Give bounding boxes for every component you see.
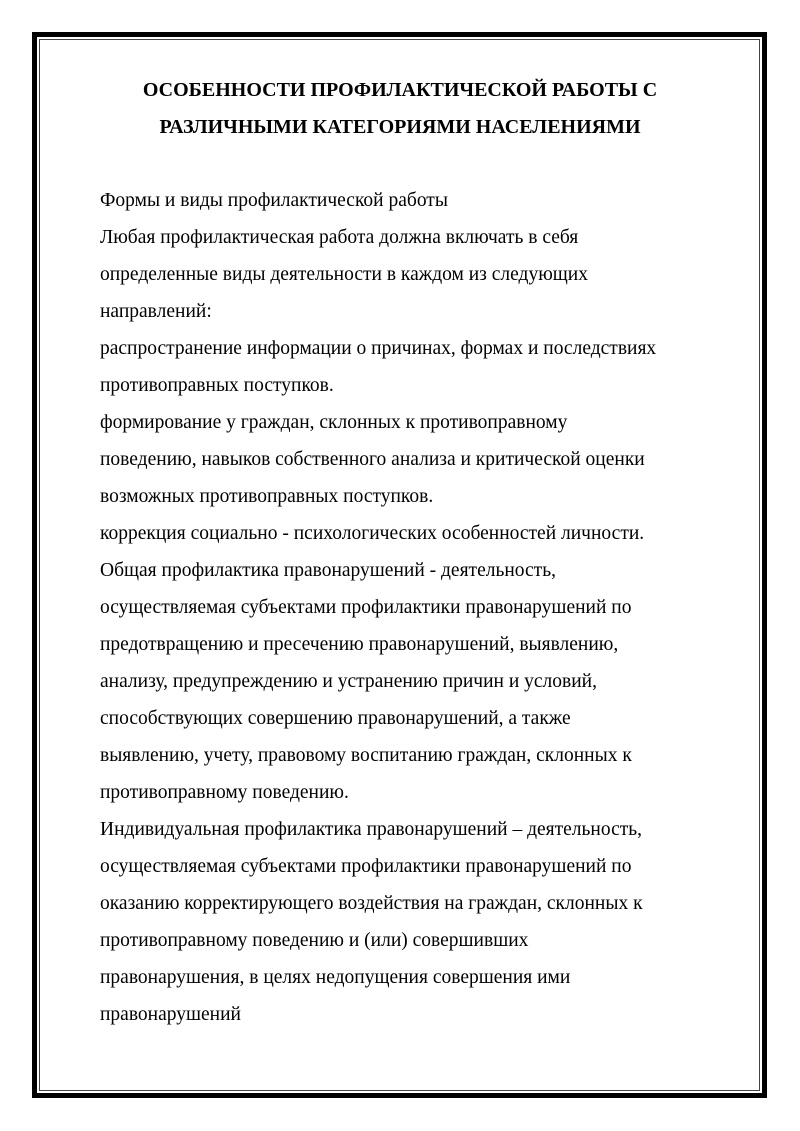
body-line: поведению, навыков собственного анализа и критической оценки bbox=[100, 449, 645, 470]
body-line: осуществляемая субъектами профилактики правонарушений по bbox=[100, 597, 632, 618]
body-line: оказанию корректирующего воздействия на граждан, склонных к bbox=[100, 893, 643, 914]
body-line: противоправных поступков. bbox=[100, 375, 334, 396]
document-title bbox=[60, 72, 740, 146]
body-line: формирование у граждан, склонных к противоправному bbox=[100, 412, 568, 433]
section-heading: Формы и виды профилактической работы bbox=[100, 190, 448, 211]
body-line: осуществляемая субъектами профилактики правонарушений по bbox=[100, 856, 632, 877]
body-line: возможных противоправных поступков. bbox=[100, 486, 434, 507]
body-line: анализу, предупреждению и устранению причин и условий, bbox=[100, 671, 597, 692]
body-line: противоправному поведению. bbox=[100, 782, 349, 803]
body-line: определенные виды деятельности в каждом из следующих bbox=[100, 264, 588, 285]
body-line: выявлению, учету, правовому воспитанию граждан, склонных к bbox=[100, 745, 632, 766]
title-line-1: ОСОБЕННОСТИ ПРОФИЛАКТИЧЕСКОЙ РАБОТЫ С bbox=[142, 79, 658, 101]
body-line: коррекция социально - психологических особенностей личности. bbox=[100, 523, 645, 544]
body-line: правонарушения, в целях недопущения совершения ими bbox=[100, 967, 571, 988]
body-line: противоправному поведению и (или) совершивших bbox=[100, 930, 529, 951]
body-line: Любая профилактическая работа должна включать в себя bbox=[100, 227, 579, 248]
body-line: предотвращению и пресечению правонарушений, выявлению, bbox=[100, 634, 619, 655]
body-line: Общая профилактика правонарушений - деятельность, bbox=[100, 560, 556, 581]
body-line: Индивидуальная профилактика правонарушений – деятельность, bbox=[100, 819, 643, 840]
title-line-2: РАЗЛИЧНЫМИ КАТЕГОРИЯМИ НАСЕЛЕНИЯМИ bbox=[159, 116, 641, 138]
body-line: правонарушений bbox=[100, 1004, 241, 1025]
document-body bbox=[100, 182, 740, 1033]
body-line: способствующих совершению правонарушений, а также bbox=[100, 708, 571, 729]
body-line: направлений: bbox=[100, 301, 212, 322]
body-line: распространение информации о причинах, формах и последствиях bbox=[100, 338, 657, 359]
